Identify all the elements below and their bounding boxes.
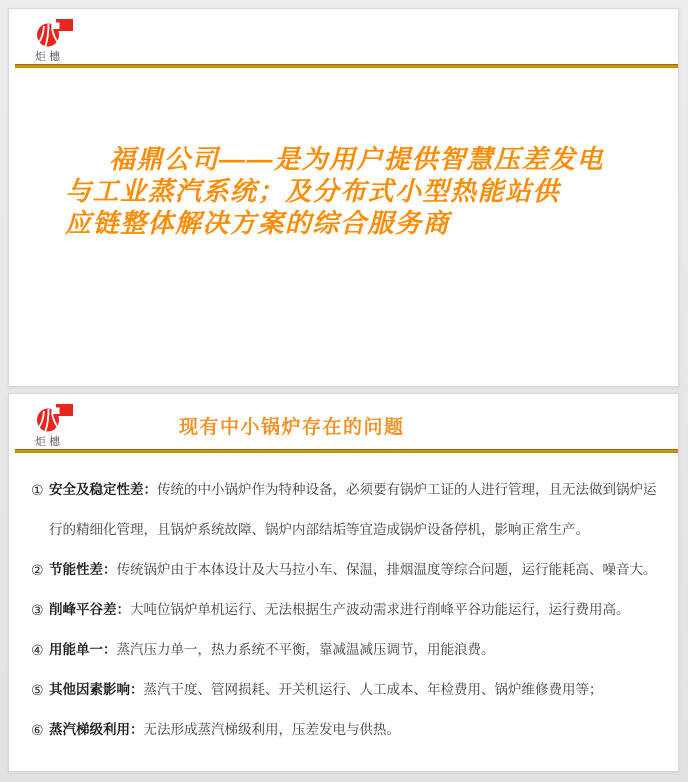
item-number-badge: ① [31, 482, 44, 498]
headline-line-3: 应链整体解决方案的综合服务商 [65, 208, 451, 238]
item-label: 节能性差： [49, 562, 117, 577]
headline-line-2: 与工业蒸汽系统；及分布式小型热能站供 [65, 176, 561, 206]
item-text: 大吨位锅炉单机运行、无法根据生产波动需求进行削峰平谷功能运行，运行费用高。 [130, 602, 630, 617]
brand-block [35, 17, 95, 64]
item-number-badge: ③ [31, 602, 44, 618]
header-divider [15, 64, 678, 68]
item-text: 传统锅炉由于本体设计及大马拉小车、保温，排烟温度等综合问题，运行能耗高、噪音大。 [116, 562, 657, 577]
item-label: 用能单一： [49, 642, 117, 657]
item-text: 蒸汽干度、管网损耗、开关机运行、人工成本、年检费用、锅炉维修费用等； [143, 682, 603, 697]
torch-flame-logo-icon [35, 402, 75, 432]
item-text: 蒸汽压力单一，热力系统不平衡，靠减温减压调节，用能浪费。 [116, 642, 495, 657]
slide2-page-title: 现有中小锅炉存在的问题 [179, 417, 405, 438]
list-item [9, 590, 664, 630]
slide1-headline [65, 143, 632, 239]
item-text: 传统的中小锅炉作为特种设备，必须要有锅炉工证的人进行管理，且无法做到锅炉运行的精细化管理，且锅炉系统故障、锅炉内部结垢等宜造成锅炉设备停机，影响正常生产。 [49, 482, 657, 537]
item-number-badge: ④ [31, 642, 44, 658]
brand-name-text: 炬橞 [35, 51, 63, 63]
item-number-badge: ⑤ [31, 682, 44, 698]
list-item [9, 630, 664, 670]
headline-line-1: 福鼎公司——是为用户提供智慧压差发电 [109, 144, 605, 174]
brand-name-text: 炬橞 [35, 436, 63, 448]
item-label: 蒸汽梯级利用： [49, 722, 144, 737]
item-number-badge: ② [31, 562, 44, 578]
problem-list [9, 470, 664, 750]
header-divider [15, 449, 678, 453]
item-label: 安全及稳定性差： [49, 482, 157, 497]
list-item [9, 550, 664, 590]
brand-block [35, 402, 95, 449]
item-label: 削峰平谷差： [49, 602, 130, 617]
slide-1 [8, 8, 679, 387]
slide-2 [8, 393, 679, 772]
item-number-badge: ⑥ [31, 722, 44, 738]
list-item [9, 470, 664, 550]
list-item [9, 710, 664, 750]
item-label: 其他因素影响： [49, 682, 144, 697]
item-text: 无法形成蒸汽梯级利用，压差发电与供热。 [143, 722, 400, 737]
torch-flame-logo-icon [35, 17, 75, 47]
list-item [9, 670, 664, 710]
